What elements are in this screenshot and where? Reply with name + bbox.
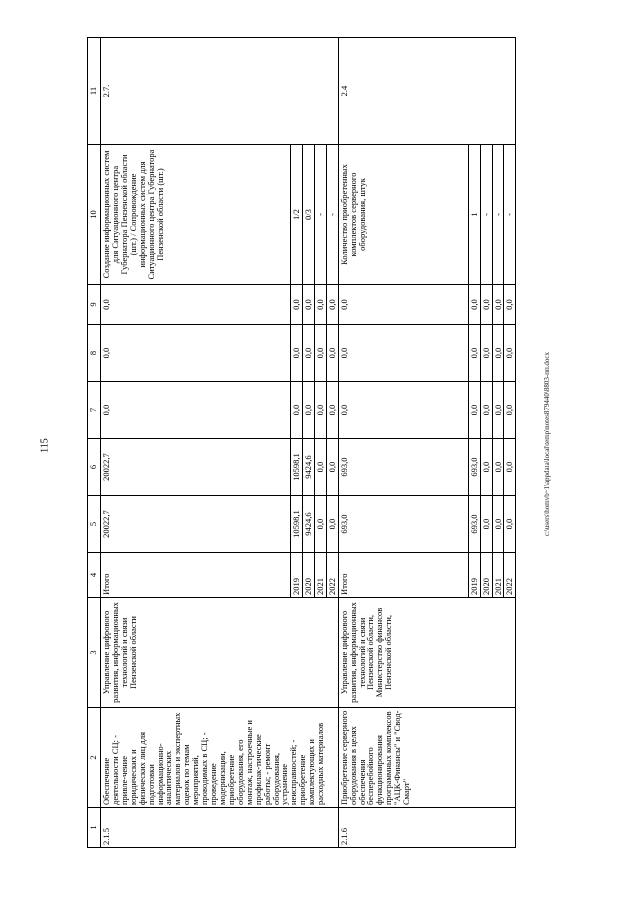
year-cell: 2022 [326, 553, 338, 598]
total-c9: 0,0 [101, 285, 291, 325]
year-value-c5: 0,0 [326, 496, 338, 553]
total-label: Итого [338, 553, 468, 598]
year-cell: 2021 [492, 553, 504, 598]
year-value-c9: 0,0 [480, 285, 492, 325]
year-value-c8: 0,0 [314, 325, 326, 382]
col-header-11: 11 [88, 38, 101, 145]
row-description: Обеспечение деятельности СЦ: - привле-чение юридических и физических лиц для подготовки информационно-аналитических материалов и экспертных оценок по темам мероприятий, проводимых в СЦ; - проведение модернизации, приобретение оборудования, его монтаж, настроечные и профилак-тические работы; - ремонт оборудования, устранение неисправностей; - приобретение комплектующих и расходных материалов [101, 708, 339, 808]
year-value-c9: 0,0 [291, 285, 303, 325]
year-value-c5: 0,0 [480, 496, 492, 553]
total-c5: 20022,7 [101, 496, 291, 553]
year-value-c7: 0,0 [291, 382, 303, 439]
header-row [88, 38, 101, 848]
year-value-c6: 0,0 [314, 439, 326, 496]
year-value-c8: 0,0 [291, 325, 303, 382]
col-header-1: 1 [88, 808, 101, 848]
year-indicator-value: - [504, 145, 516, 285]
col-header-5: 5 [88, 496, 101, 553]
table-row [338, 38, 468, 848]
indicator-ref: 2.4 [338, 38, 516, 145]
year-value-c7: 0,0 [302, 382, 314, 439]
year-value-c8: 0,0 [504, 325, 516, 382]
year-value-c8: 0,0 [480, 325, 492, 382]
year-value-c5: 693,0 [468, 496, 480, 553]
indicator-name: Создание информационных систем для Ситуационного центра Губернатора Пензенской области (шт.) / Сопровождение информационных систем для Ситуационного центра Губернатора Пензенской области (шт.) [101, 145, 291, 285]
document-path-footer: c:\users\homvb~1\appdata\local\temp\notes879440\8803-пп.docx [543, 351, 551, 537]
year-indicator-value: - [492, 145, 504, 285]
year-value-c7: 0,0 [314, 382, 326, 439]
col-header-3: 3 [88, 598, 101, 708]
row-number: 2.1.6 [338, 808, 516, 848]
year-value-c8: 0,0 [326, 325, 338, 382]
page-number: 115 [39, 438, 51, 453]
year-value-c5: 9424,6 [302, 496, 314, 553]
col-header-8: 8 [88, 325, 101, 382]
year-cell: 2022 [504, 553, 516, 598]
year-cell: 2019 [468, 553, 480, 598]
total-c5: 693,0 [338, 496, 468, 553]
year-indicator-value: 1 [468, 145, 480, 285]
row-executor: Управление цифрового развития, информационных технологий и связи Пензенской области [101, 598, 339, 708]
year-value-c9: 0,0 [326, 285, 338, 325]
col-header-7: 7 [88, 382, 101, 439]
table-row [101, 38, 291, 848]
total-c7: 0,0 [101, 382, 291, 439]
row-number: 2.1.5 [101, 808, 339, 848]
year-value-c6: 0,0 [326, 439, 338, 496]
total-c6: 20022,7 [101, 439, 291, 496]
year-value-c9: 0,0 [302, 285, 314, 325]
program-table [87, 37, 516, 848]
year-value-c7: 0,0 [326, 382, 338, 439]
year-value-c6: 0,0 [480, 439, 492, 496]
row-description: Приобретение серверного оборудования в целях обеспечения бесперебойного функционирования программных комплексов "АЦК-Финансы" и "Свод-Смарт" [338, 708, 516, 808]
total-c8: 0,0 [338, 325, 468, 382]
year-value-c6: 0,0 [504, 439, 516, 496]
year-value-c7: 0,0 [468, 382, 480, 439]
year-value-c5: 0,0 [504, 496, 516, 553]
year-indicator-value: - [326, 145, 338, 285]
indicator-name: Количество приобретенных комплектов серверного оборудования, штук [338, 145, 468, 285]
total-c6: 693,0 [338, 439, 468, 496]
year-cell: 2020 [302, 553, 314, 598]
year-indicator-value: - [480, 145, 492, 285]
year-value-c9: 0,0 [468, 285, 480, 325]
year-value-c5: 10598,1 [291, 496, 303, 553]
year-value-c6: 693,0 [468, 439, 480, 496]
year-value-c8: 0,0 [492, 325, 504, 382]
indicator-ref: 2.7. [101, 38, 339, 145]
year-value-c6: 10598,1 [291, 439, 303, 496]
year-value-c9: 0,0 [492, 285, 504, 325]
year-value-c8: 0,0 [302, 325, 314, 382]
year-value-c8: 0,0 [468, 325, 480, 382]
row-executor: Управление цифрового развития, информационных технологий и связи Пензенской области, Министерство финансов Пензенской области, [338, 598, 516, 708]
rotated-table-container [87, 38, 595, 848]
year-indicator-value: 1/2 [291, 145, 303, 285]
year-value-c6: 9424,6 [302, 439, 314, 496]
total-c8: 0,0 [101, 325, 291, 382]
year-value-c9: 0,0 [504, 285, 516, 325]
year-cell: 2019 [291, 553, 303, 598]
year-cell: 2021 [314, 553, 326, 598]
year-value-c7: 0,0 [492, 382, 504, 439]
year-value-c5: 0,0 [492, 496, 504, 553]
col-header-6: 6 [88, 439, 101, 496]
year-value-c7: 0,0 [504, 382, 516, 439]
col-header-9: 9 [88, 285, 101, 325]
total-c7: 0,0 [338, 382, 468, 439]
year-indicator-value: 0/3 [302, 145, 314, 285]
year-value-c5: 0,0 [314, 496, 326, 553]
year-indicator-value: - [314, 145, 326, 285]
col-header-4: 4 [88, 553, 101, 598]
total-label: Итого [101, 553, 291, 598]
col-header-2: 2 [88, 708, 101, 808]
year-cell: 2020 [480, 553, 492, 598]
year-value-c6: 0,0 [492, 439, 504, 496]
col-header-10: 10 [88, 145, 101, 285]
year-value-c7: 0,0 [480, 382, 492, 439]
total-c9: 0,0 [338, 285, 468, 325]
year-value-c9: 0,0 [314, 285, 326, 325]
